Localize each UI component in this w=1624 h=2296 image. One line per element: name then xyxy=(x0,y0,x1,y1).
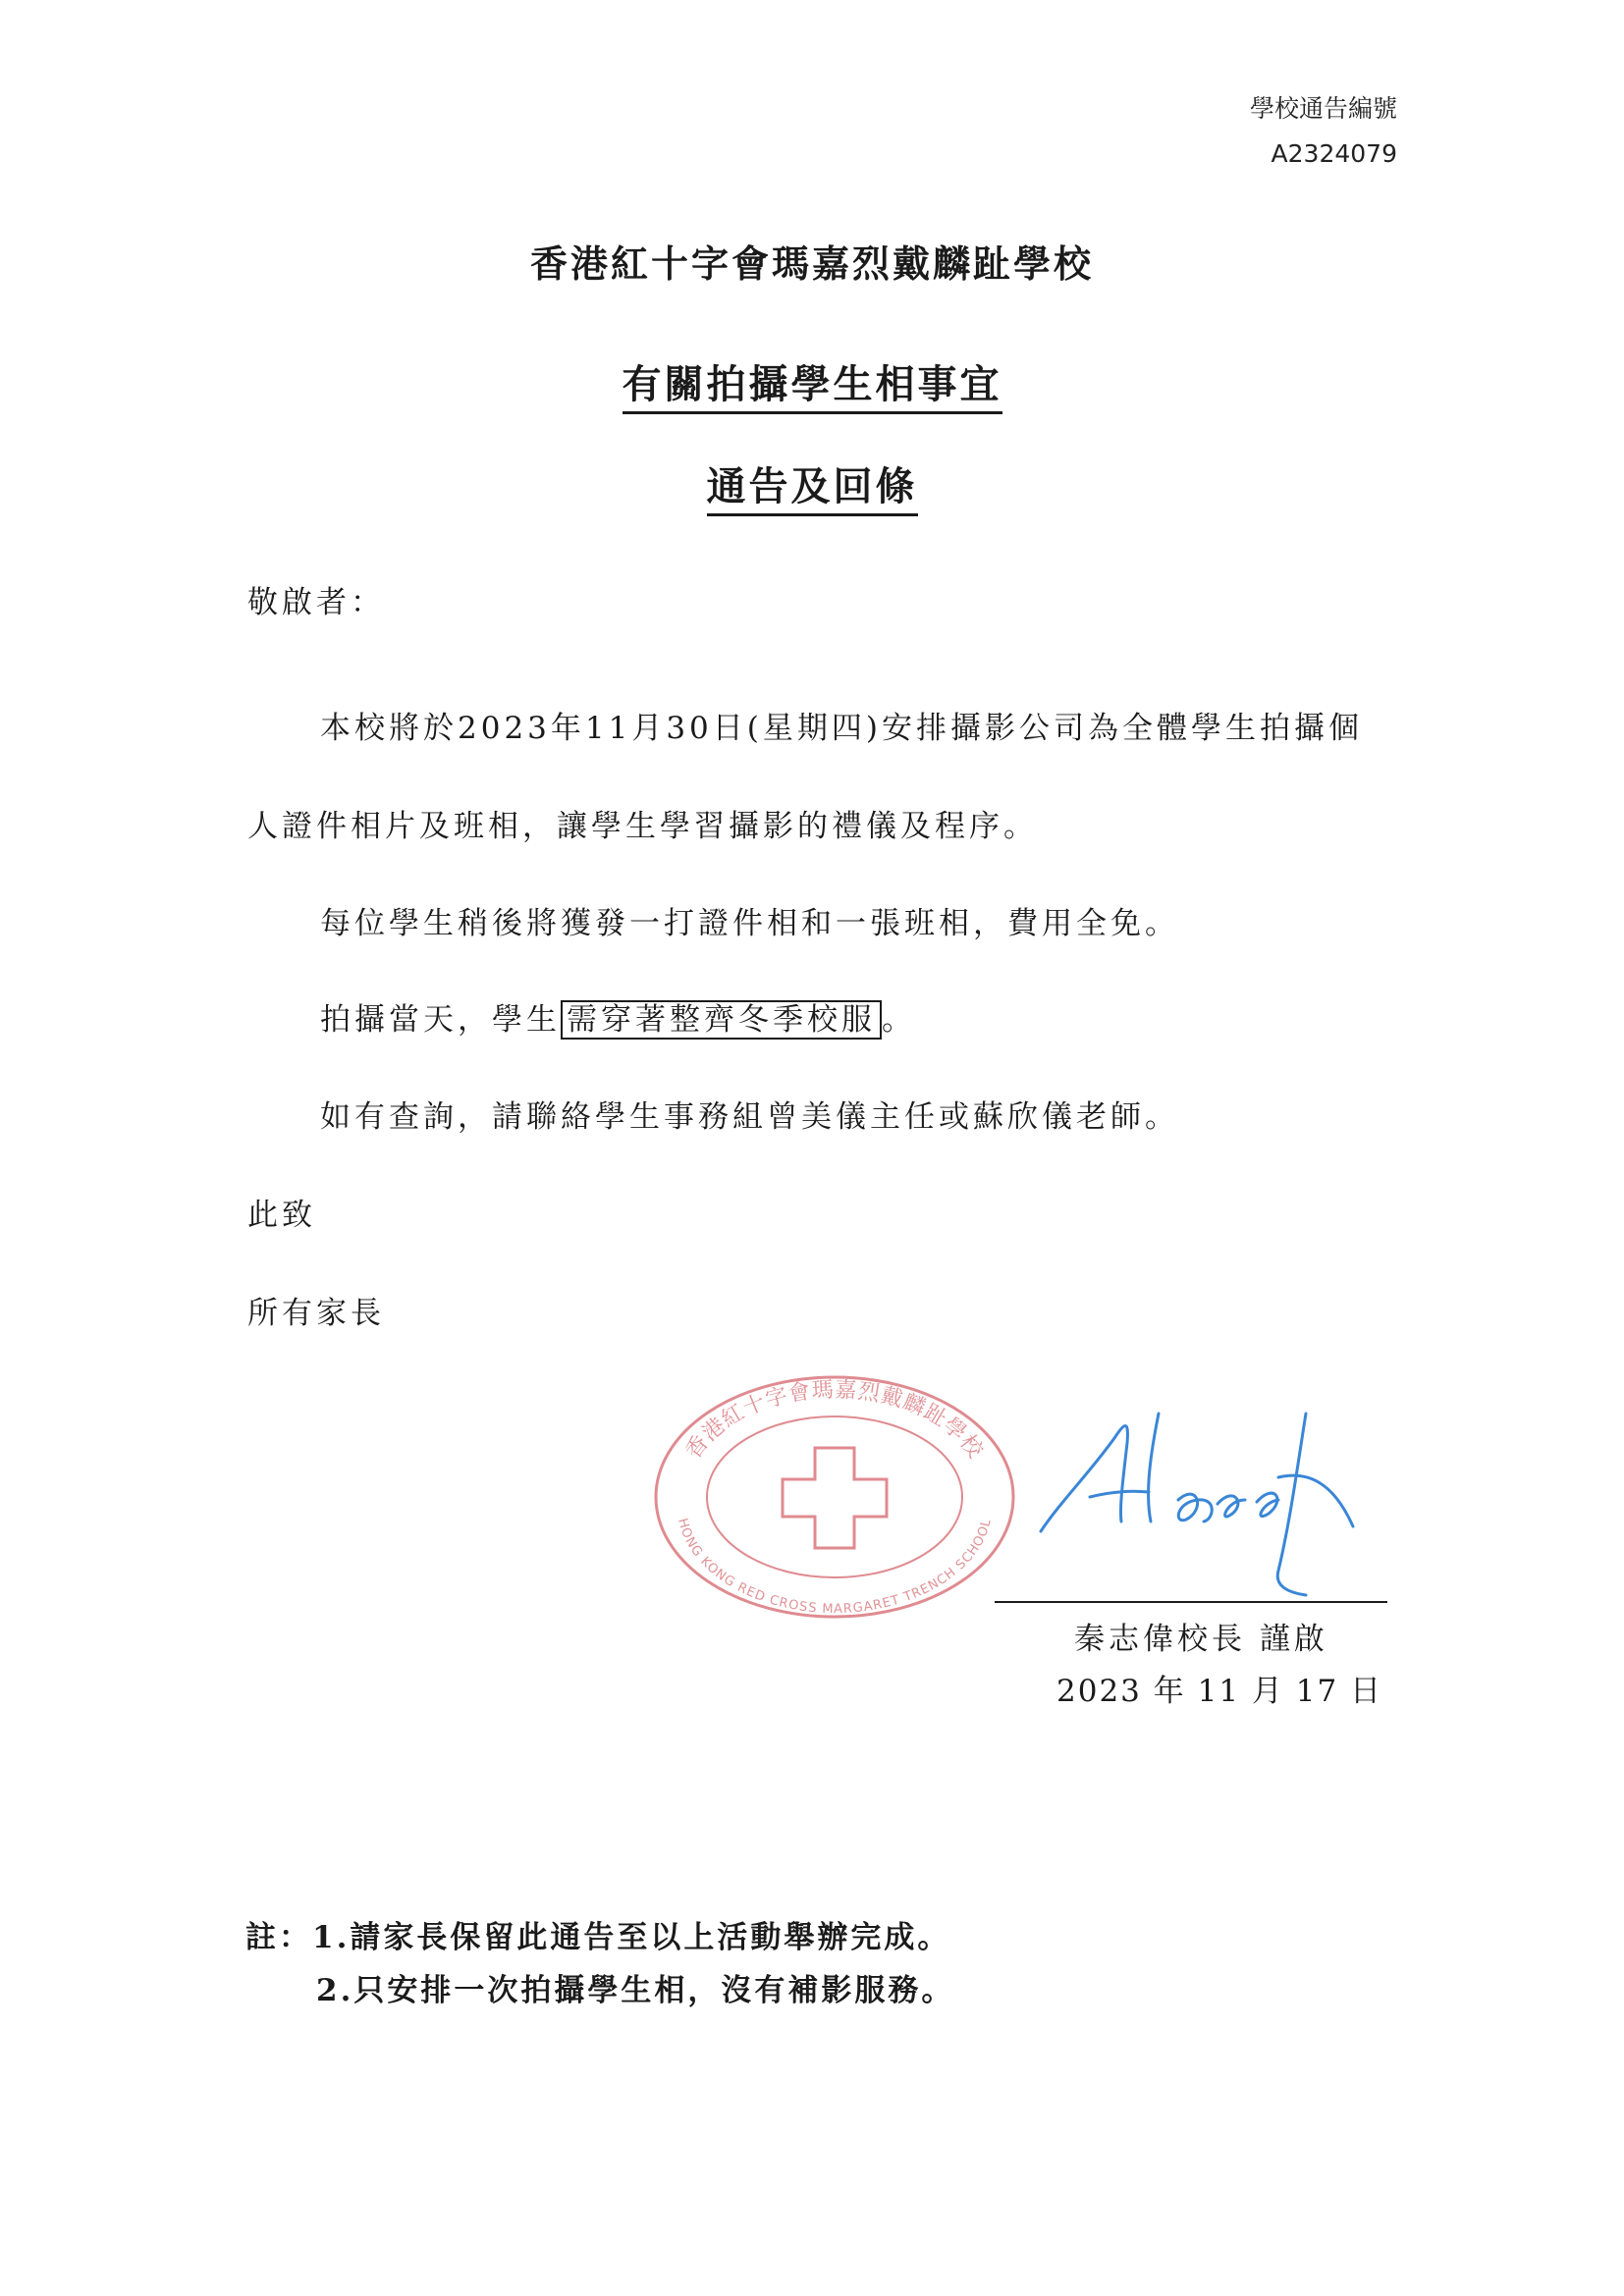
notice-number-value: A2324079 xyxy=(1271,139,1397,168)
closing-regards: 此致 xyxy=(247,1198,316,1233)
signature-line xyxy=(995,1601,1387,1603)
notice-subtitle-text: 通告及回條 xyxy=(707,464,918,516)
notice-title xyxy=(0,353,1624,409)
note-item-2: 2.只安排一次拍攝學生相，沒有補影服務。 xyxy=(316,1973,955,2008)
svg-text:香港紅十字會瑪嘉烈戴麟趾學校: 香港紅十字會瑪嘉烈戴麟趾學校 xyxy=(680,1377,989,1464)
note-1-text: 1.請家長保留此通告至以上活動舉辦完成。 xyxy=(312,1920,951,1955)
closing-recipient: 所有家長 xyxy=(247,1296,385,1331)
school-name: 香港紅十字會瑪嘉烈戴麟趾學校 xyxy=(529,242,1094,286)
notice-subtitle xyxy=(0,455,1624,511)
paragraph-1-line-1: 本校將於2023年11月30日(星期四)安排攝影公司為全體學生拍攝個 xyxy=(320,711,1363,746)
notice-number-label: 學校通告編號 xyxy=(1249,94,1397,123)
notes-prefix: 註： xyxy=(245,1920,312,1955)
paragraph-2: 每位學生稍後將獲發一打證件相和一張班相，費用全免。 xyxy=(320,906,1179,941)
svg-text:HONG KONG RED CROSS MARGARET T: HONG KONG RED CROSS MARGARET TRENCH SCHOOL xyxy=(675,1517,995,1618)
paragraph-1-line-2: 人證件相片及班相，讓學生學習攝影的禮儀及程序。 xyxy=(247,809,1038,844)
uniform-requirement-box: 需穿著整齊冬季校服 xyxy=(561,1000,882,1040)
signatory: 秦志偉校長 謹啟 xyxy=(1074,1622,1328,1657)
principal-signature xyxy=(1021,1384,1375,1610)
notice-title-text: 有關拍攝學生相事宜 xyxy=(623,362,1002,414)
notice-number-block xyxy=(1250,86,1397,177)
paragraph-3-before: 拍攝當天，學生 xyxy=(320,1002,561,1038)
school-stamp xyxy=(648,1369,1021,1625)
salutation: 敬啟者： xyxy=(247,585,385,620)
note-item-1 xyxy=(245,1912,950,1956)
paragraph-4: 如有查詢，請聯絡學生事務組曾美儀主任或蘇欣儀老師。 xyxy=(320,1099,1179,1135)
paragraph-3-after: 。 xyxy=(882,1002,916,1038)
notice-date: 2023 年 11 月 17 日 xyxy=(1056,1674,1383,1709)
paragraph-3 xyxy=(320,994,916,1039)
